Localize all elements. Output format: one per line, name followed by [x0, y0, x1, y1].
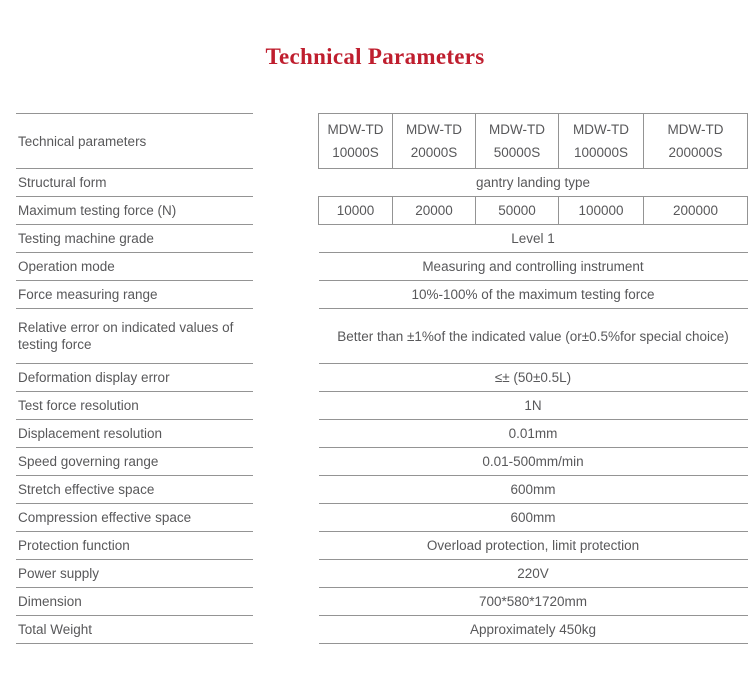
parameter-label-text: Dimension [18, 594, 82, 609]
parameter-label-text: Power supply [18, 566, 100, 581]
model-prefix-text: MDW-TD [667, 122, 724, 137]
parameter-label [16, 364, 253, 392]
spec-row [319, 420, 748, 448]
spec-row [319, 504, 748, 532]
parameter-label [16, 420, 253, 448]
parameter-label-column [16, 113, 253, 644]
parameter-label [16, 588, 253, 616]
parameter-label-text: Deformation display error [18, 370, 170, 385]
spec-value-merged-cell: 700*580*1720mm [319, 588, 748, 616]
model-header-cell [476, 114, 559, 169]
spec-value-merged-cell: 1N [319, 392, 748, 420]
parameter-label [16, 197, 253, 225]
spec-value-merged-cell: 0.01mm [319, 420, 748, 448]
parameter-label-header [16, 114, 253, 169]
parameter-label [16, 448, 253, 476]
spec-value-merged-cell: Level 1 [319, 225, 748, 253]
model-header-cell [644, 114, 748, 169]
parameter-label-text: Stretch effective space [18, 482, 155, 497]
spec-table-body [319, 114, 748, 644]
parameter-label-text: Operation mode [18, 259, 115, 274]
parameter-label-text: Protection function [18, 538, 130, 553]
model-suffix-text: 10000S [332, 145, 379, 160]
spec-value-merged-cell: ≤± (50±0.5L) [319, 364, 748, 392]
spec-value-merged-cell: Measuring and controlling instrument [319, 253, 748, 281]
parameter-label [16, 616, 253, 644]
model-prefix-text: MDW-TD [573, 122, 629, 137]
spec-value-merged-cell: 0.01-500mm/min [319, 448, 748, 476]
parameter-label [16, 560, 253, 588]
model-header-cell [393, 114, 476, 169]
spec-row [319, 364, 748, 392]
spec-value-merged-cell: 600mm [319, 476, 748, 504]
spec-row [319, 532, 748, 560]
spec-value-merged-cell: Better than ±1%of the indicated value (or±0.5%for special choice) [319, 309, 748, 364]
parameter-label-text: Relative error on indicated values of testing force [18, 320, 234, 352]
spec-row [319, 253, 748, 281]
model-prefix-text: MDW-TD [406, 122, 462, 137]
spec-value-cell: 200000 [644, 197, 748, 225]
parameter-label-header-text: Technical parameters [18, 133, 147, 149]
spec-row [319, 281, 748, 309]
page-title: Technical Parameters [265, 44, 485, 69]
spec-row [319, 616, 748, 644]
spec-value-merged-cell: 600mm [319, 504, 748, 532]
spec-row [319, 197, 748, 225]
parameter-label-text: Speed governing range [18, 454, 159, 469]
parameter-label [16, 476, 253, 504]
parameter-label [16, 253, 253, 281]
model-suffix-text: 20000S [410, 145, 458, 160]
parameter-label-text: Maximum testing force (N) [18, 203, 177, 218]
parameter-label-text: Total Weight [18, 622, 93, 637]
spec-row [319, 392, 748, 420]
parameter-label [16, 532, 253, 560]
spec-value-merged-cell: 220V [319, 560, 748, 588]
spec-row [319, 169, 748, 197]
spec-value-merged-cell: Overload protection, limit protection [319, 532, 748, 560]
parameter-label [16, 169, 253, 197]
spec-row [319, 309, 748, 364]
parameter-label-text: Structural form [18, 175, 107, 190]
spec-row [319, 476, 748, 504]
spec-value-merged-cell: Approximately 450kg [319, 616, 748, 644]
parameter-label [16, 281, 253, 309]
spec-row [319, 588, 748, 616]
model-header-row [319, 114, 748, 169]
parameter-label [16, 504, 253, 532]
parameter-label-text: Force measuring range [18, 287, 158, 302]
spec-row [319, 448, 748, 476]
spec-value-cell: 20000 [393, 197, 476, 225]
model-suffix-text: 100000S [573, 145, 629, 160]
model-header-cell [559, 114, 644, 169]
parameter-label [16, 225, 253, 253]
spec-value-cell: 10000 [319, 197, 393, 225]
model-suffix-text: 50000S [493, 145, 541, 160]
spec-table [318, 113, 748, 644]
spec-value-cell: 100000 [559, 197, 644, 225]
parameter-label-text: Displacement resolution [18, 426, 163, 441]
spec-section [16, 113, 748, 644]
parameter-label-text: Compression effective space [18, 510, 192, 525]
model-header-cell [319, 114, 393, 169]
parameter-label-text: Testing machine grade [18, 231, 154, 246]
spec-value-cell: 50000 [476, 197, 559, 225]
spec-value-merged-cell: gantry landing type [319, 169, 748, 197]
spec-value-merged-cell: 10%-100% of the maximum testing force [319, 281, 748, 309]
model-prefix-text: MDW-TD [327, 122, 384, 137]
model-prefix-text: MDW-TD [489, 122, 545, 137]
spec-row [319, 225, 748, 253]
spec-row [319, 560, 748, 588]
parameter-label [16, 392, 253, 420]
model-suffix-text: 200000S [668, 145, 723, 160]
parameter-label [16, 309, 253, 364]
parameter-label-text: Test force resolution [18, 398, 139, 413]
